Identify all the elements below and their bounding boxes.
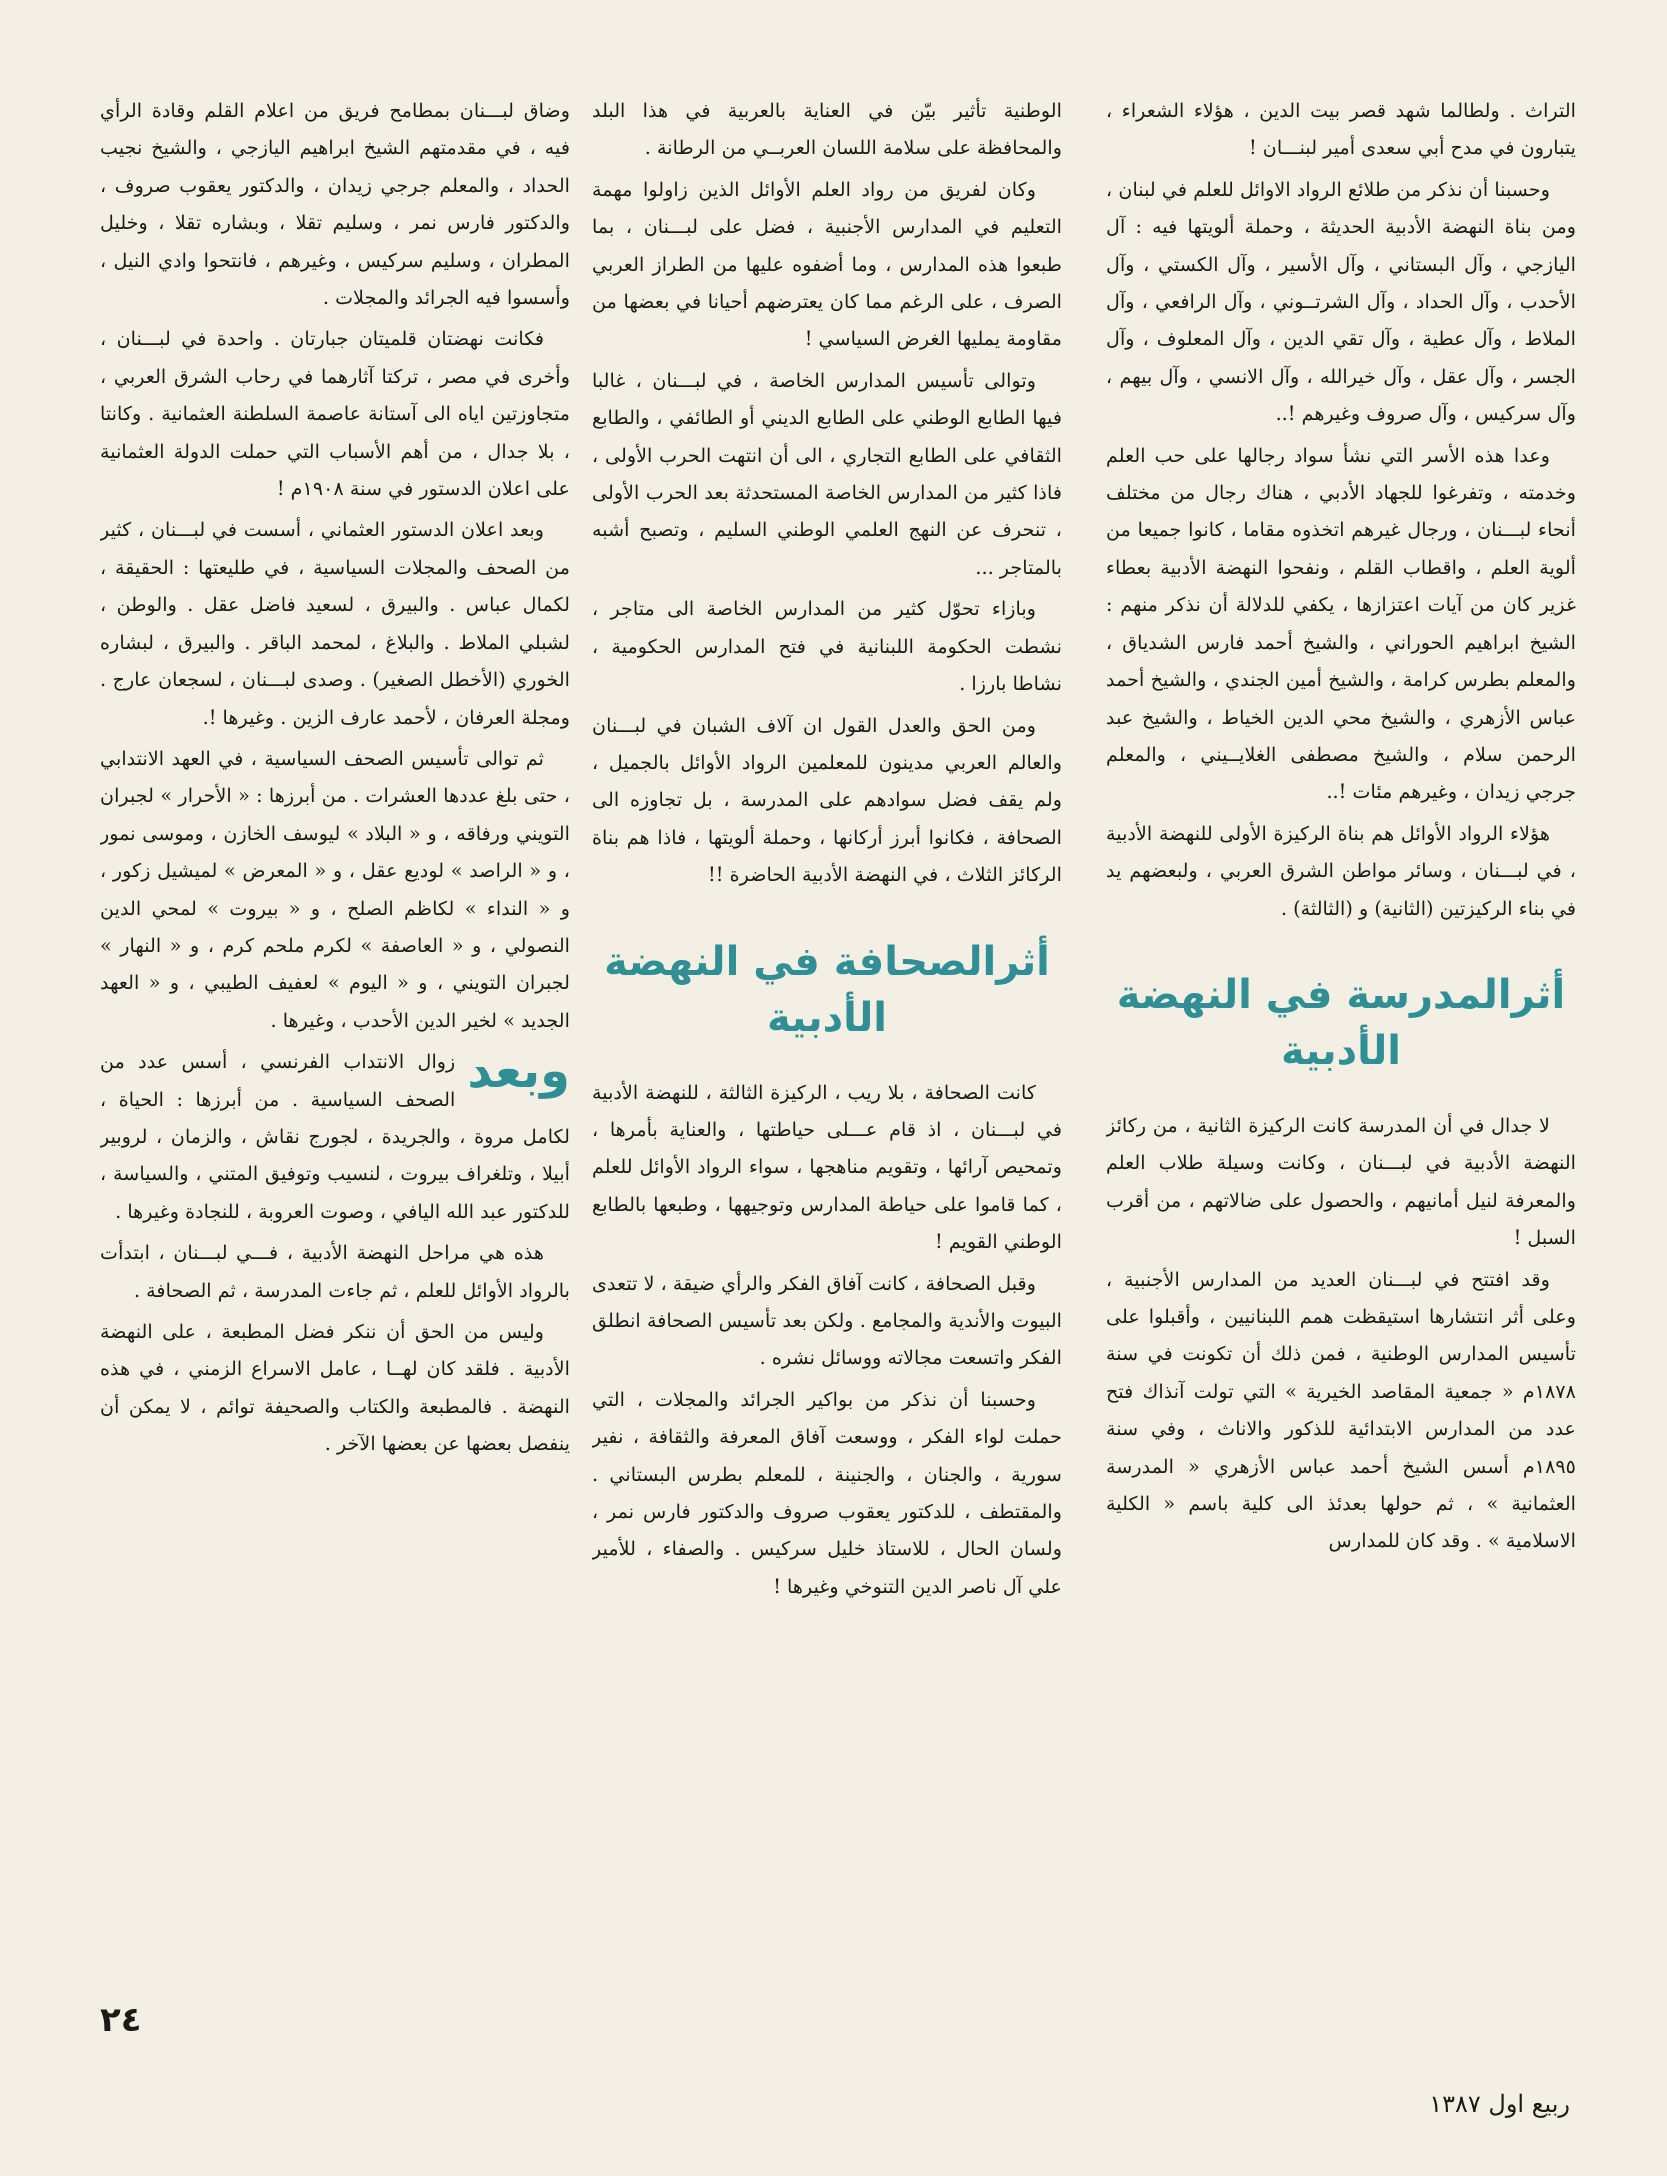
paragraph: وتوالى تأسيس المدارس الخاصة ، في لبـــنان ، غالبا فيها الطابع الوطني على الطابع الديني أو الطائفي ، والطابع الثقافي على الطابع التجاري ، الى أن انتهت الحرب الأولى ، فاذا كثير من المدارس الخاصة المستحدثة بعد الحرب الأولى ، تنحرف عن النهج العلمي الوطني السليم ، وتصبح أشبه بالمتاجر ... bbox=[592, 368, 1062, 579]
paragraph: وبازاء تحوّل كثير من المدارس الخاصة الى متاجر ، نشطت الحكومة اللبنانية في فتح المدارس الحكومية ، نشاطا بارزا . bbox=[592, 597, 1062, 696]
paragraph: وقبل الصحافة ، كانت آفاق الفكر والرأي ضيقة ، لا تتعدى البيوت والأندية والمجامع . ولكن بعد تأسيس الصحافة انطلق الفكر واتسعت مجالاته ووسائل نشره . bbox=[592, 1271, 1062, 1370]
paragraph: الوطنية تأثير بيّن في العناية بالعربية في هذا البلد والمحافظة على سلامة اللسان العربــي من الرطانة . bbox=[592, 99, 1062, 160]
text-column-middle bbox=[592, 92, 1062, 1972]
issue-date: ربيع اول ١٣٨٧ bbox=[1429, 2090, 1570, 2118]
paragraph-text: زوال الانتداب الفرنسي ، أسس عدد من الصحف السياسية . من أبرزها : الحياة ، لكامل مروة ، والجريدة ، لجورج نقاش ، والزمان ، لروبير أبيلا ، وتلغراف بيروت ، لنسيب وتوفيق المتني ، والسياسة ، للدكتور عبد الله اليافي ، وصوت العروبة ، للنجادة وغيرها . bbox=[100, 1050, 570, 1223]
paragraph: وحسبنا أن نذكر من بواكير الجرائد والمجلات ، التي حملت لواء الفكر ، ووسعت آفاق المعرفة والثقافة ، نفير سورية ، والجنان ، والجنينة ، للمعلم بطرس البستاني . والمقتطف ، للدكتور يعقوب صروف والدكتور فارس نمر ، ولسان الحال ، للاستاذ خليل سركيس . والصفاء ، للأمير علي آل ناصر الدين التنوخي وغيرها ! bbox=[592, 1387, 1062, 1598]
paragraph-with-initial bbox=[100, 1043, 570, 1230]
paragraph: وضاق لبـــنان بمطامح فريق من اعلام القلم وقادة الرأي فيه ، في مقدمتهم الشيخ ابراهيم اليازجي ، والشيخ نجيب الحداد ، والمعلم جرجي زيدان ، والدكتور يعقوب صروف ، والدكتور فارس نمر ، وسليم تقلا ، وبشاره تقلا ، وخليل المطران ، وسليم سركيس ، وغيرهم ، فانتحوا وادي النيل ، وأسسوا فيه الجرائد والمجلات . bbox=[100, 99, 570, 310]
paragraph: وبعد اعلان الدستور العثماني ، أسست في لبـــنان ، كثير من الصحف والمجلات السياسية ، في طليعتها : الحقيقة ، لكمال عباس . والبيرق ، لسعيد فاضل عقل . والوطن ، لشبلي الملاط . والبلاغ ، لمحمد الباقر . والبيرق ، لبشاره الخوري (الأخطل الصغير) . وصدى لبـــنان ، لسجعان عارج . ومجلة العرفان ، لأحمد عارف الزين . وغيرها !. bbox=[100, 518, 570, 729]
paragraph: كانت الصحافة ، بلا ريب ، الركيزة الثالثة ، للنهضة الأدبية في لبـــنان ، اذ قام عـــلى حياطتها ، والعناية بأمرها ، وتمحيص آرائها ، وتقويم مناهجها ، سواء الرواد الأوائل للعلم ، كما قاموا على حياطة المدارس وتوجيهها ، وطبعها بالطابع الوطني القويم ! bbox=[592, 1080, 1062, 1254]
paragraph: وكان لفريق من رواد العلم الأوائل الذين زاولوا مهمة التعليم في المدارس الأجنبية ، فضل على لبـــنان ، بما طبعوا هذه المدارس ، وما أضفوه عليها من الطراز العربي الصرف ، على الرغم مما كان يعترضهم أحيانا في بعضها من مقاومة يمليها الغرض السياسي ! bbox=[592, 177, 1062, 351]
paragraph: التراث . ولطالما شهد قصر بيت الدين ، هؤلاء الشعراء ، يتبارون في مدح أبي سعدى أمير لبنـــان ! bbox=[1106, 99, 1576, 160]
section-heading-school: أثرالمدرسة في النهضة الأدبية bbox=[1116, 971, 1566, 1074]
text-column-right bbox=[1106, 92, 1576, 1972]
paragraph: فكانت نهضتان قلميتان جبارتان . واحدة في لبـــنان ، وأخرى في مصر ، تركتا آثارهما في رحاب الشرق العربي ، متجاوزتين اياه الى آستانة عاصمة السلطنة العثمانية . وكانتا ، بلا جدال ، من أهم الأسباب التي حملت الدولة العثمانية على اعلان الدستور في سنة ١٩٠٨م ! bbox=[100, 327, 570, 501]
paragraph: هذه هي مراحل النهضة الأدبية ، فـــي لبـــنان ، ابتدأت بالرواد الأوائل للعلم ، ثم جاءت المدرسة ، ثم الصحافة . bbox=[100, 1241, 570, 1302]
page-number: ٢٤ bbox=[100, 2000, 142, 2040]
paragraph: وعدا هذه الأسر التي نشأ سواد رجالها على حب العلم وخدمته ، وتفرغوا للجهاد الأدبي ، هناك رجال من مختلف أنحاء لبـــنان ، ورجال غيرهم اتخذوه مقاما ، كانوا جميعا من ألوية العلم ، واقطاب القلم ، ونفحوا النهضة الأدبية بعطاء غزير كان من آيات اعتزازها ، يكفي للدلالة أن نذكر منهم : الشيخ ابراهيم الحوراني ، والشيخ أحمد فارس الشدياق ، والمعلم بطرس كرامة ، والشيخ أمين الجندي ، والشيخ أحمد عباس الأزهري ، والشيخ محي الدين الخياط ، والشيخ عبد الرحمن سلام ، والشيخ مصطفى الغلايــيني ، والمعلم جرجي زيدان ، وغيرهم مئات !.. bbox=[1106, 443, 1576, 804]
paragraph: لا جدال في أن المدرسة كانت الركيزة الثانية ، من ركائز النهضة الأدبية في لبـــنان ، وكانت وسيلة طلاب العلم والمعرفة لنيل أمانيهم ، والحصول على ضالاتهم ، من أقرب السبل ! bbox=[1106, 1113, 1576, 1250]
paragraph: هؤلاء الرواد الأوائل هم بناة الركيزة الأولى للنهضة الأدبية ، في لبـــنان ، وسائر مواطن الشرق العربي ، ولبعضهم يد في بناء الركيزتين (الثانية) و (الثالثة) . bbox=[1106, 821, 1576, 920]
paragraph: ثم توالى تأسيس الصحف السياسية ، في العهد الانتدابي ، حتى بلغ عددها العشرات . من أبرزها : « الأحرار » لجبران التويني ورفاقه ، و « البلاد » ليوسف الخازن ، وموسى نمور ، و « الراصد » لوديع عقل ، و « المعرض » لميشيل زكور ، و « النداء » لكاظم الصلح ، و « بيروت » لمحي الدين النصولي ، و « العاصفة » لكرم ملحم كرم ، و « النهار » لجبران التويني ، و « اليوم » لعفيف الطيبي ، و « العهد الجديد » لخير الدين الأحدب ، وغيرها . bbox=[100, 746, 570, 1032]
section-heading-press: أثرالصحافة في النهضة الأدبية bbox=[604, 938, 1050, 1041]
text-column-left bbox=[100, 92, 570, 1972]
paragraph: وحسبنا أن نذكر من طلائع الرواد الاوائل للعلم في لبنان ، ومن بناة النهضة الأدبية الحديثة ، وحملة ألويتها فيه : آل اليازجي ، وآل البستاني ، وآل الأسير ، وآل الكستي ، وآل الأحدب ، وآل الحداد ، وآل الشرتــوني ، وآل الرافعي ، وآل الملاط ، وآل عطية ، وآل تقي الدين ، وآل المعلوف ، وآل الجسر ، وآل عقل ، وآل خيرالله ، وآل الانسي ، وآل بيهم ، وآل سركيس ، وآل صروف وغيرهم !.. bbox=[1106, 177, 1576, 426]
decorative-initial-word: وبعد bbox=[467, 1043, 570, 1100]
paragraph: ومن الحق والعدل القول ان آلاف الشبان في لبـــنان والعالم العربي مدينون للمعلمين الرواد الأوائل بالجميل ، ولم يقف فضل سوادهم على المدرسة ، بل تجاوزه الى الصحافة ، فكانوا أبرز أركانها ، وحملة ألويتها ، فاذا هم بناة الركائز الثلاث ، في النهضة الأدبية الحاضرة !! bbox=[592, 713, 1062, 887]
paragraph: وليس من الحق أن ننكر فضل المطبعة ، على النهضة الأدبية . فلقد كان لهــا ، عامل الاسراع الزمني ، في هذه النهضة . فالمطبعة والكتاب والصحيفة توائم ، لا يمكن أن ينفصل بعضها عن بعضها الآخر . bbox=[100, 1320, 570, 1456]
paragraph: وقد افتتح في لبـــنان العديد من المدارس الأجنبية ، وعلى أثر انتشارها استيقظت همم اللبنانيين ، وأقبلوا على تأسيس المدارس الوطنية ، فمن ذلك أن تكونت في سنة ١٨٧٨م « جمعية المقاصد الخيرية » التي تولت آنذاك فتح عدد من المدارس الابتدائية للذكور والاناث ، وفي سنة ١٨٩٥م أسس الشيخ أحمد عباس الأزهري « المدرسة العثمانية » ، ثم حولها بعدئذ الى كلية باسم « الكلية الاسلامية » . وقد كان للمدارس bbox=[1106, 1267, 1576, 1553]
